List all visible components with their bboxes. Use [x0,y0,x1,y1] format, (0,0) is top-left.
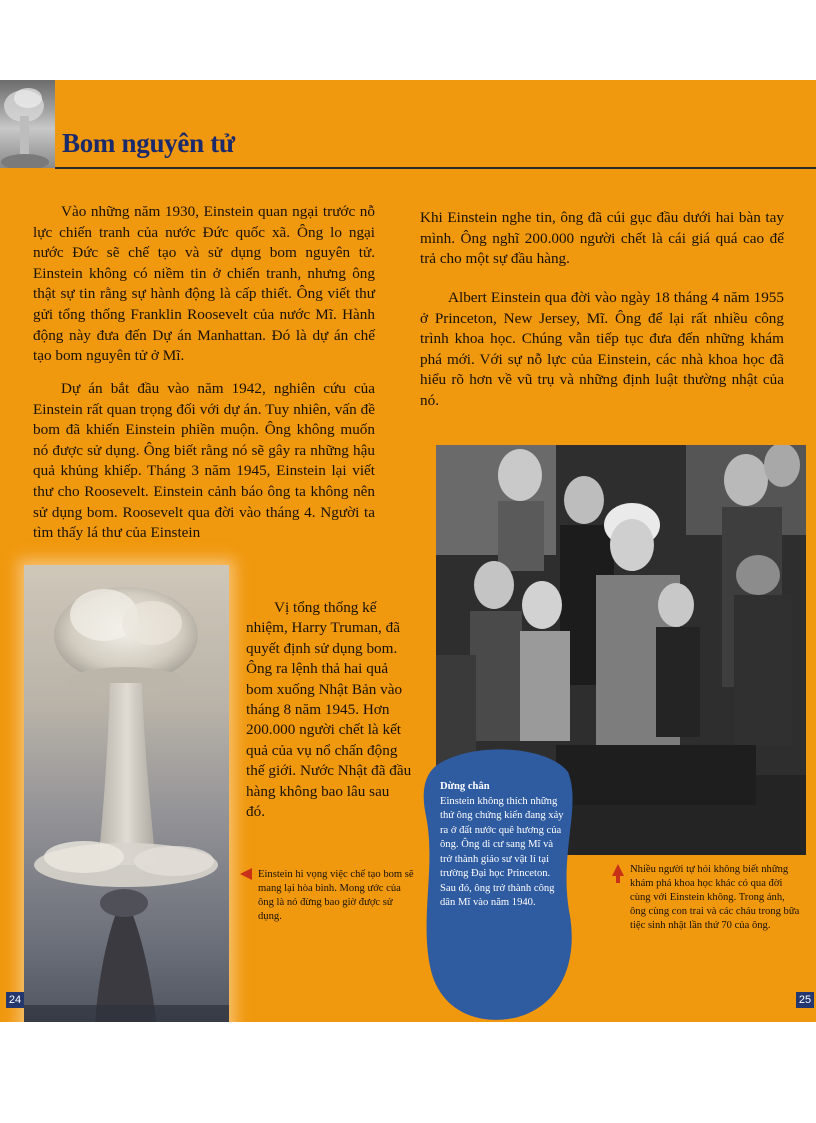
bomb-photo-caption: Einstein hi vọng việc chế tạo bom sẽ mang lại hòa bình. Mong ước của ông là nó đừng bao giờ được sử dụng. [258,869,414,922]
paragraph-einstein-reaction: Khi Einstein nghe tin, ông đã cúi gục đầu dưới hai bàn tay mình. Ông nghĩ 200.000 người chết là cái giá quá cao để trả cho một sự đầu hàng. [420,209,784,268]
paragraph-einstein-death: Albert Einstein qua đời vào ngày 18 tháng 4 năm 1955 ở Princeton, New Jersey, Mĩ. Ông để lại rất nhiều công trình khoa học. Chúng vẫn tiếp tục đưa đến những khám phá mới. Với sự nỗ lực của Einstein, các nhà khoa học đã hiểu rõ hơn về vũ trụ và những định luật thường nhật của nó. [420,289,784,409]
sidebar-text-block [440,780,567,911]
sidebar-body: Einstein không thích những thứ ông chứng kiến đang xảy ra ở đất nước quê hương của ông. Ông di cư sang Mĩ và trở thành giáo sư vật lí tại trường Đại học Princeton. Sau đó, ông trở thành công dân Mĩ vào năm 1940. [440,795,564,908]
atomic-bomb-cloud-photo [24,565,229,1022]
page-title: Bom nguyên tử [62,128,235,158]
page-number-left: 24 [6,992,24,1008]
family-photo-caption: Nhiều người tự hỏi không biết những khám phá khoa học khác có qua đời cùng với Einstein không. Trong ảnh, ông cùng con trai và các cháu trong bữa tiệc sinh nhật lần thứ 70 của ông. [630,864,800,931]
title-thumbnail-image [0,80,55,168]
paragraph-nazi-germany: Vào những năm 1930, Einstein quan ngại trước nỗ lực chiến tranh của nước Đức quốc xã. Ông lo ngại nước Đức sẽ chế tạo và sử dụng bom nguyên tử. Einstein không có niềm tin ở chiến tranh, nhưng ông thật sự tin rằng sự hành động là cấp thiết. Ông viết thư gửi tổng thống Franklin Roosevelt của nước Mĩ. Hành động này đưa đến Dự án Manhattan. Đó là dự án chế tạo bom nguyên tử ở Mĩ. [33,203,375,365]
paragraph-manhattan-project: Dự án bắt đầu vào năm 1942, nghiên cứu của Einstein rất quan trọng đối với dự án. Tuy nhiên, vấn đề bom đã khiến Einstein phiền muộn. Ông không muốn nó được sử dụng. Ông biết rằng nó sẽ gây ra những hậu quả khủng khiếp. Tháng 3 năm 1945, Einstein lại viết thư cho Roosevelt. Einstein cảnh báo ông ta không nên sử dụng bom. Roosevelt qua đời vào tháng 4. Người ta tìm thấy lá thư của Einstein [33,380,375,542]
page-number-right: 25 [796,992,814,1008]
book-spread [0,80,816,1022]
title-divider [55,167,816,169]
sidebar-title: Dừng chân [440,781,490,792]
caption-arrow-left-icon [240,868,252,880]
caption-arrow-stem [616,875,620,883]
paragraph-truman: Vị tổng thống kế nhiệm, Harry Truman, đã quyết định sử dụng bom. Ông ra lệnh thả hai quả bom xuống Nhật Bản vào tháng 8 năm 1945. Hơn 200.000 người chết là kết quả của vụ nổ chấn động thế giới. Nước Nhật đã đầu hàng không bao lâu sau đó. [246,599,412,821]
